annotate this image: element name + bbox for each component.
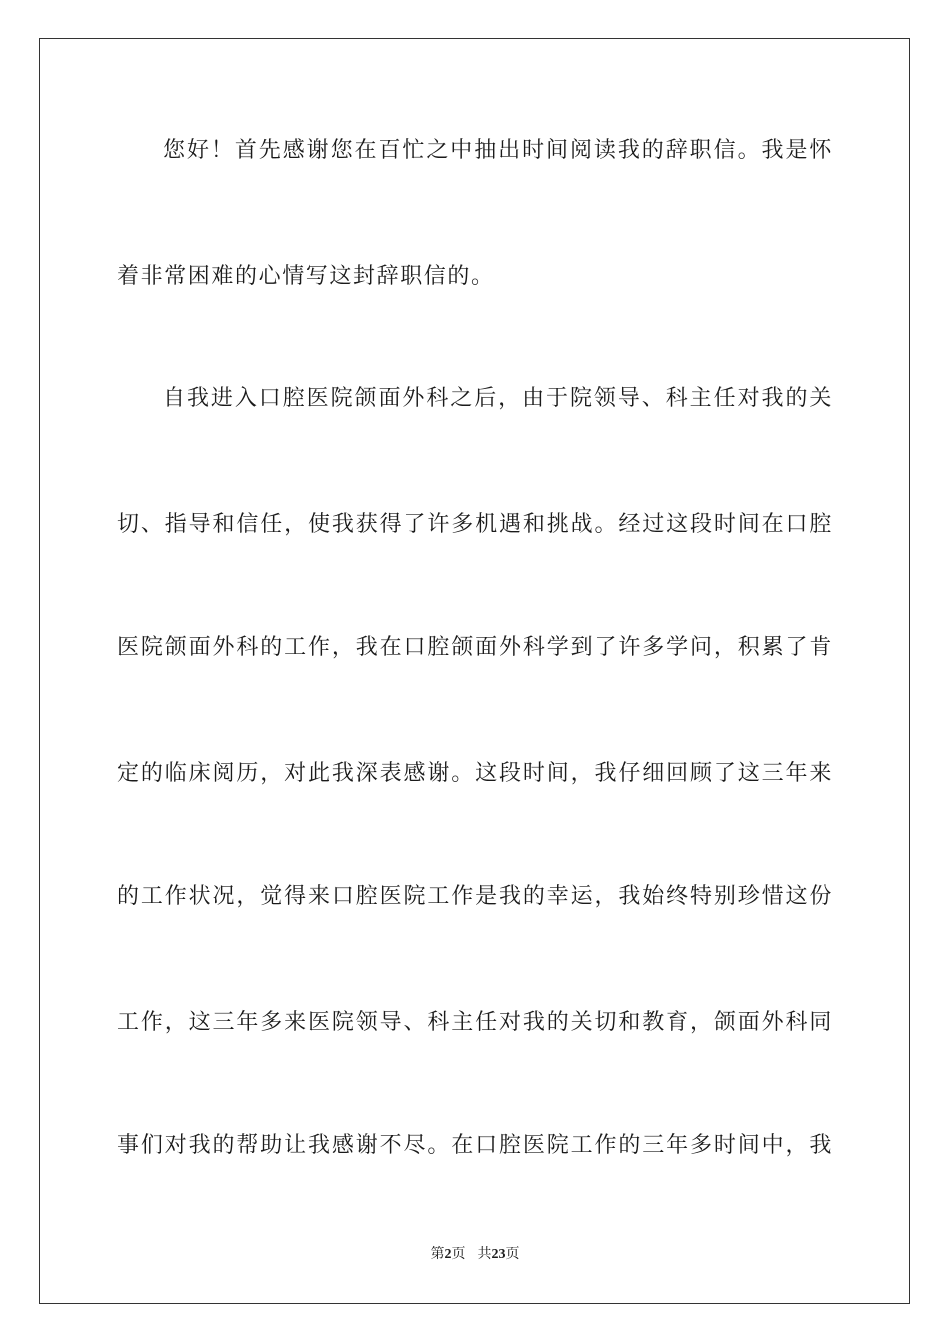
paragraph-2-line-5: 的工作状况，觉得来口腔医院工作是我的幸运，我始终特别珍惜这份 <box>117 884 833 909</box>
footer-page-number: 2 <box>444 1247 452 1262</box>
paragraph-1-line-2: 着非常困难的心情写这封辞职信的。 <box>117 264 495 289</box>
footer-total-pages: 23 <box>491 1247 506 1262</box>
paragraph-2-line-2: 切、指导和信任，使我获得了许多机遇和挑战。经过这段时间在口腔 <box>117 512 833 537</box>
paragraph-2-line-6: 工作，这三年多来医院领导、科主任对我的关切和教育，颌面外科同 <box>117 1010 833 1035</box>
paragraph-2-line-7: 事们对我的帮助让我感谢不尽。在口腔医院工作的三年多时间中，我 <box>117 1133 833 1158</box>
footer-page-prefix: 第 <box>430 1247 445 1262</box>
footer-page-suffix: 页 <box>451 1247 466 1262</box>
paragraph-1-line-1: 您好！首先感谢您在百忙之中抽出时间阅读我的辞职信。我是怀 <box>163 138 833 163</box>
page-border <box>39 38 910 1304</box>
paragraph-2-line-1: 自我进入口腔医院颌面外科之后，由于院领导、科主任对我的关 <box>163 386 833 411</box>
footer-total-prefix: 共 <box>477 1247 492 1262</box>
paragraph-2-line-4: 定的临床阅历，对此我深表感谢。这段时间，我仔细回顾了这三年来 <box>117 761 833 786</box>
page-footer <box>0 1246 950 1264</box>
paragraph-2-line-3: 医院颌面外科的工作，我在口腔颌面外科学到了许多学问，积累了肯 <box>117 635 833 660</box>
footer-total-suffix: 页 <box>505 1247 520 1262</box>
